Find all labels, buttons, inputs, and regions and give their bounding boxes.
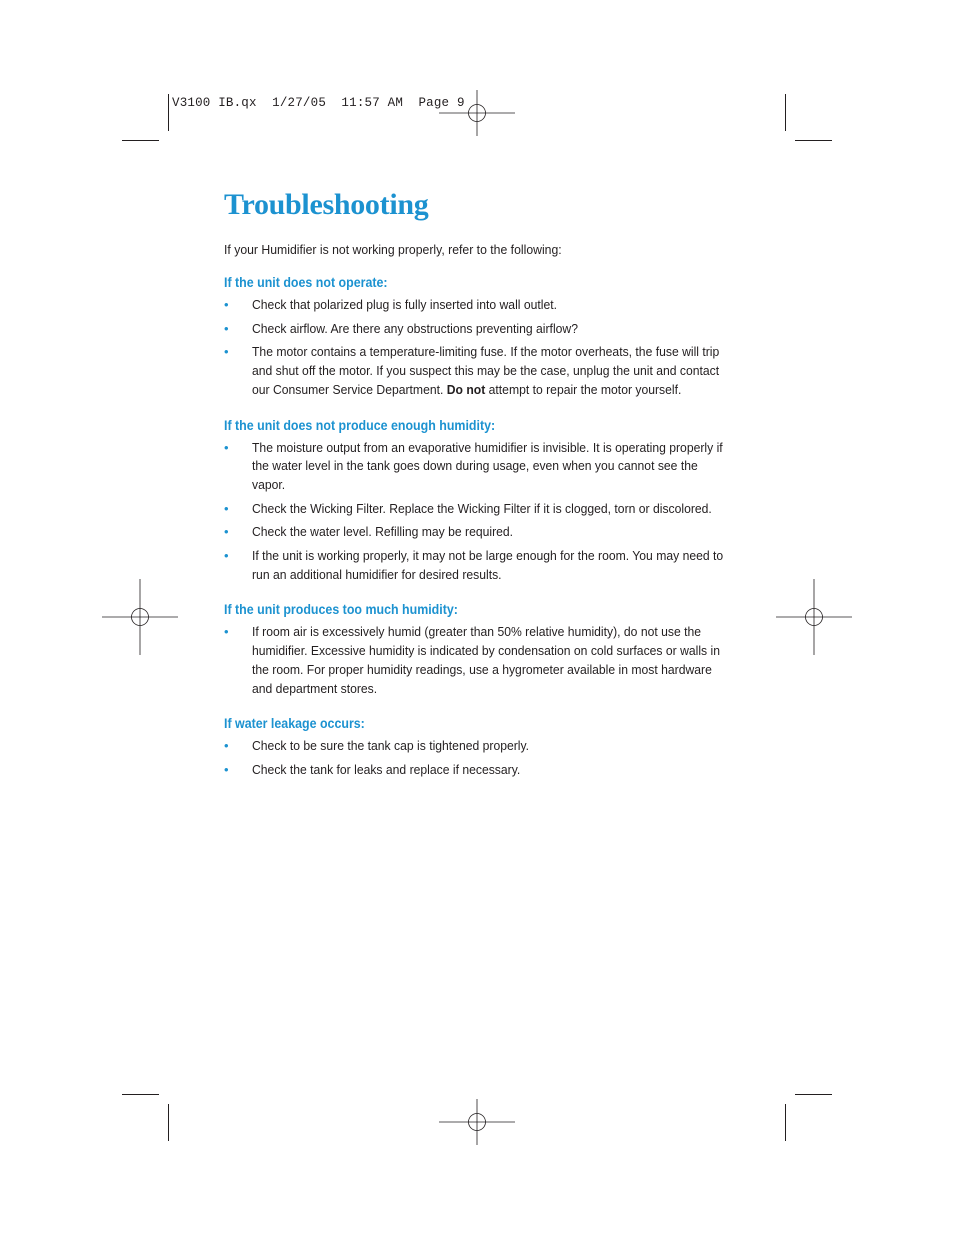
list-item <box>224 523 730 542</box>
list-item-text: Check airflow. Are there any obstructions preventing airflow? <box>252 320 578 336</box>
crop-mark <box>122 140 159 141</box>
printer-slug: V3100 IB.qx 1/27/05 11:57 AM Page 9 <box>172 96 465 110</box>
emphasis-text: Do not <box>446 381 486 397</box>
list-item-text: The moisture output from an evaporative humidifier is invisible. It is operating properly if the water level in the tank goes down during usage, even when you cannot see the vapor. <box>252 439 723 492</box>
bullet-icon: • <box>224 297 229 312</box>
bullet-icon: • <box>224 738 229 754</box>
troubleshooting-sections <box>224 275 730 780</box>
list-item-text: The motor contains a temperature-limiting fuse. If the motor overheats, the fuse will trip and shut off the motor. If you suspect this may be the case, unplug the unit and contact our Consumer Service Department. Do not attempt to repair the motor yourself. <box>252 344 720 397</box>
section-heading: If the unit produces too much humidity: <box>224 602 458 618</box>
list-item-text: Check the tank for leaks and replace if necessary. <box>252 761 521 777</box>
bullet-list <box>224 737 730 779</box>
crop-mark <box>168 1104 169 1141</box>
list-item-text: Check to be sure the tank cap is tightened properly. <box>252 738 530 754</box>
list-item <box>224 761 730 780</box>
bullet-icon: • <box>224 439 229 455</box>
list-item-text: If the unit is working properly, it may not be large enough for the room. You may need to run an additional humidifier for desired results. <box>252 548 724 582</box>
bullet-icon: • <box>224 344 229 360</box>
list-item <box>224 500 730 519</box>
registration-mark-icon <box>439 76 515 152</box>
crop-mark <box>795 140 832 141</box>
bullet-list <box>224 296 730 400</box>
list-item <box>224 320 730 339</box>
crop-mark <box>785 94 786 131</box>
list-item <box>224 296 730 315</box>
list-item <box>224 343 730 399</box>
page-title: Troubleshooting <box>224 188 429 221</box>
list-item-text: If room air is excessively humid (greater than 50% relative humidity), do not use the humidifier. Excessive humidity is indicated by condensation on cold surfaces or walls in the room. For proper humidity readings, use a hygrometer available in most hardware and department stores. <box>252 624 720 696</box>
list-item <box>224 737 730 756</box>
bullet-icon: • <box>224 624 229 640</box>
list-item <box>224 623 730 698</box>
bullet-list <box>224 623 730 698</box>
crop-mark <box>785 1104 786 1141</box>
crop-mark <box>795 1094 832 1095</box>
bullet-list <box>224 439 730 585</box>
list-item <box>224 439 730 495</box>
bullet-icon: • <box>224 320 229 336</box>
registration-mark-icon <box>776 579 852 655</box>
bullet-icon: • <box>224 761 229 777</box>
list-item-text: Check the Wicking Filter. Replace the Wicking Filter if it is clogged, torn or discolored. <box>252 500 712 516</box>
crop-mark <box>122 1094 159 1095</box>
list-item-text: Check the water level. Refilling may be required. <box>252 524 514 540</box>
section-heading: If the unit does not produce enough humidity: <box>224 417 496 433</box>
registration-mark-icon <box>439 1085 515 1161</box>
intro-text: If your Humidifier is not working properly, refer to the following: <box>224 242 562 257</box>
bullet-icon: • <box>224 524 229 540</box>
list-item-text: Check that polarized plug is fully inserted into wall outlet. <box>252 297 558 312</box>
list-item <box>224 547 730 584</box>
registration-mark-icon <box>102 579 178 655</box>
section-heading: If the unit does not operate: <box>224 275 388 290</box>
crop-mark <box>168 94 169 131</box>
bullet-icon: • <box>224 500 229 516</box>
page-content <box>224 188 730 785</box>
bullet-icon: • <box>224 548 229 564</box>
section-heading: If water leakage occurs: <box>224 716 365 732</box>
